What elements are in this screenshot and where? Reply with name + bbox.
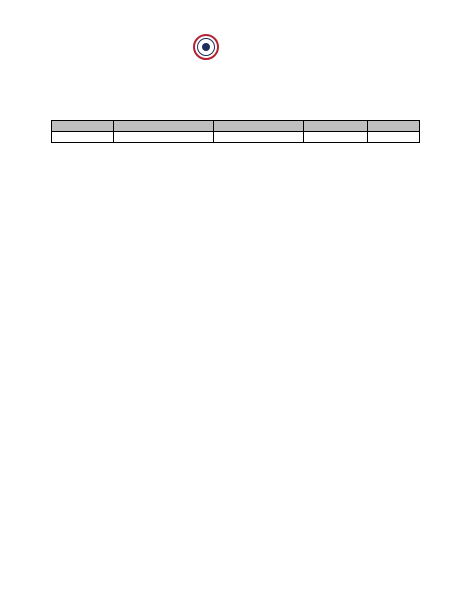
uade-logo <box>190 30 219 64</box>
col-header <box>214 121 304 132</box>
table-cell <box>304 132 368 143</box>
university-seal-icon <box>193 34 219 60</box>
table-cell <box>114 132 214 143</box>
subject-table <box>51 120 420 143</box>
col-header <box>304 121 368 132</box>
col-header <box>52 121 114 132</box>
table-cell <box>368 132 420 143</box>
table-cell <box>214 132 304 143</box>
col-header <box>368 121 420 132</box>
col-header <box>114 121 214 132</box>
table-cell <box>52 132 114 143</box>
